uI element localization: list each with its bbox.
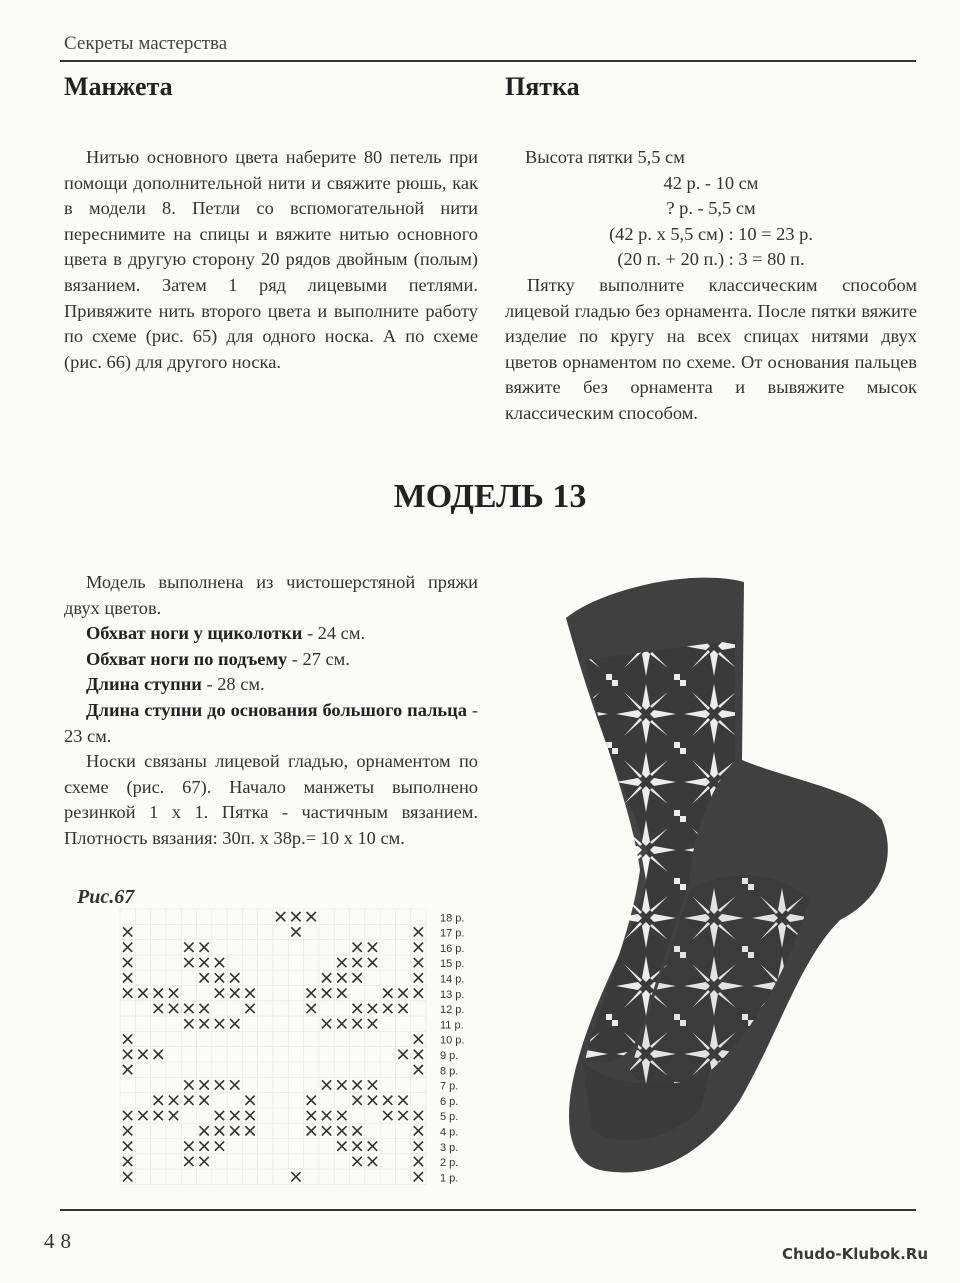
chart-stitch-mark — [291, 912, 300, 921]
chart-stitch-mark — [184, 1157, 193, 1166]
page-number: 48 — [44, 1229, 77, 1253]
chart-row-label: 8 р. — [440, 1065, 459, 1078]
spec-label: Длина ступни — [86, 674, 202, 695]
chart-stitch-mark — [414, 1050, 423, 1059]
chart-stitch-mark — [398, 1004, 407, 1013]
chart-stitch-mark — [184, 958, 193, 967]
chart-row-label: 12 р. — [440, 1004, 465, 1017]
chart-stitch-mark — [169, 1111, 178, 1120]
chart-stitch-mark — [200, 1142, 209, 1151]
chart-row-label: 4 р. — [440, 1126, 459, 1139]
cuff-title: Манжета — [64, 72, 173, 101]
chart-stitch-mark — [337, 1019, 346, 1028]
chart-stitch-mark — [368, 1142, 377, 1151]
chart-row-label: 14 р. — [440, 973, 465, 986]
chart-stitch-mark — [307, 1004, 316, 1013]
chart-stitch-mark — [353, 1080, 362, 1089]
chart-stitch-mark — [322, 1126, 331, 1135]
chart-stitch-mark — [353, 1004, 362, 1013]
chart-stitch-mark — [138, 1050, 147, 1059]
heel-calc-2: ? р. - 5,5 см — [666, 198, 756, 219]
chart-stitch-mark — [383, 1096, 392, 1105]
chart-row-label: 18 р. — [440, 912, 465, 925]
chart-stitch-mark — [245, 1126, 254, 1135]
chart-row-label: 5 р. — [440, 1111, 459, 1124]
chart-stitch-mark — [123, 1142, 132, 1151]
spec-label: Длина ступни до основания большого пальца — [86, 699, 467, 720]
chart-stitch-mark — [215, 1142, 224, 1151]
chart-stitch-mark — [123, 1065, 132, 1074]
chart-stitch-mark — [184, 1142, 193, 1151]
chart-stitch-mark — [245, 989, 254, 998]
chart-stitch-mark — [200, 1080, 209, 1089]
spec-value: - 28 см. — [201, 674, 265, 695]
chart-stitch-mark — [353, 1142, 362, 1151]
chart-row-label: 13 р. — [440, 988, 465, 1001]
chart-row-label: 17 р. — [440, 927, 465, 940]
chart-stitch-mark — [154, 1004, 163, 1013]
chart-stitch-mark — [123, 1172, 132, 1181]
running-header: Секреты мастерства — [64, 33, 228, 54]
spec-value: - 23 см. — [64, 699, 478, 746]
header-rule — [60, 60, 916, 62]
chart-stitch-mark — [322, 973, 331, 982]
chart-stitch-mark — [414, 1172, 423, 1181]
chart-stitch-mark — [215, 958, 224, 967]
heel-calc-4: (20 п. + 20 п.) : 3 = 80 п. — [617, 249, 805, 270]
model-text-block — [64, 570, 478, 852]
chart-stitch-mark — [368, 1096, 377, 1105]
chart-stitch-mark — [398, 989, 407, 998]
spec-value: - 24 см. — [302, 623, 366, 644]
chart-stitch-mark — [383, 1111, 392, 1120]
chart-row-label: 6 р. — [440, 1095, 459, 1108]
chart-stitch-mark — [154, 989, 163, 998]
chart-stitch-mark — [337, 1111, 346, 1120]
chart-stitch-mark — [215, 1019, 224, 1028]
chart-stitch-mark — [123, 1050, 132, 1059]
heel-height: Высота пятки 5,5 см — [525, 147, 685, 167]
chart-stitch-mark — [322, 989, 331, 998]
chart-stitch-mark — [184, 1004, 193, 1013]
chart-stitch-mark — [337, 973, 346, 982]
chart-stitch-mark — [200, 1157, 209, 1166]
chart-row-label: 15 р. — [440, 958, 465, 971]
chart-stitch-mark — [123, 1034, 132, 1043]
chart-stitch-mark — [398, 1111, 407, 1120]
chart-stitch-mark — [414, 1142, 423, 1151]
chart-stitch-mark — [200, 1004, 209, 1013]
chart-stitch-mark — [230, 1111, 239, 1120]
chart-stitch-mark — [230, 1080, 239, 1089]
chart-stitch-mark — [200, 958, 209, 967]
chart-stitch-mark — [414, 1111, 423, 1120]
chart-stitch-mark — [245, 1004, 254, 1013]
chart-stitch-mark — [215, 973, 224, 982]
chart-stitch-mark — [184, 1080, 193, 1089]
chart-stitch-mark — [215, 1080, 224, 1089]
chart-stitch-mark — [398, 1096, 407, 1105]
chart-stitch-mark — [353, 1126, 362, 1135]
chart-stitch-mark — [245, 1111, 254, 1120]
chart-row-label: 1 р. — [440, 1172, 459, 1185]
chart-stitch-mark — [368, 1019, 377, 1028]
model-title: МОДЕЛЬ 13 — [393, 478, 587, 515]
chart-stitch-mark — [154, 1050, 163, 1059]
spec-label: Обхват ноги по подъему — [86, 648, 288, 669]
site-watermark: Chudo-Klubok.Ru — [782, 1245, 929, 1263]
heel-title: Пятка — [505, 72, 580, 101]
chart-row-label: 3 р. — [440, 1141, 459, 1154]
chart-row-label: 9 р. — [440, 1050, 459, 1062]
chart-stitch-mark — [123, 1126, 132, 1135]
chart-stitch-mark — [169, 989, 178, 998]
chart-stitch-mark — [230, 989, 239, 998]
heel-paragraph: Пятку выполните классическим способом лицевой гладью без орнамента. После пятки вяжите изделие по кругу на всех спицах нитями двух цветов орнаментом по схеме. От основания пальцев вяжите без орнамента и вывяжите мысок классическим способом. — [505, 274, 917, 423]
chart-stitch-mark — [368, 1157, 377, 1166]
chart-stitch-mark — [123, 973, 132, 982]
chart-stitch-mark — [353, 943, 362, 952]
chart-stitch-mark — [353, 1019, 362, 1028]
chart-row-label: 2 р. — [440, 1157, 459, 1170]
chart-stitch-mark — [138, 1111, 147, 1120]
chart-stitch-mark — [215, 989, 224, 998]
chart-stitch-mark — [307, 1111, 316, 1120]
chart-stitch-mark — [200, 1126, 209, 1135]
chart-stitch-mark — [200, 1096, 209, 1105]
chart-stitch-mark — [337, 1126, 346, 1135]
chart-stitch-mark — [123, 1157, 132, 1166]
chart-stitch-mark — [353, 1157, 362, 1166]
chart-stitch-mark — [414, 1034, 423, 1043]
chart-stitch-mark — [123, 943, 132, 952]
chart-stitch-mark — [138, 989, 147, 998]
chart-stitch-mark — [123, 927, 132, 936]
chart-row-label: 10 р. — [440, 1034, 465, 1047]
chart-stitch-mark — [184, 1019, 193, 1028]
chart-stitch-mark — [322, 1111, 331, 1120]
chart-stitch-mark — [230, 1019, 239, 1028]
chart-stitch-mark — [383, 989, 392, 998]
chart-row-label: 16 р. — [440, 942, 465, 955]
spec-label: Обхват ноги у щиколотки — [86, 623, 303, 644]
chart-stitch-mark — [200, 973, 209, 982]
chart-stitch-mark — [337, 1080, 346, 1089]
chart-stitch-mark — [307, 912, 316, 921]
chart-stitch-mark — [353, 973, 362, 982]
chart-stitch-mark — [414, 989, 423, 998]
chart-stitch-mark — [383, 1004, 392, 1013]
model-paragraph: Носки связаны лицевой гладью, орнаментом по схеме (рис. 67). Начало манжеты выполнено резинкой 1 х 1. Пятка - частичным вязанием. Плотность вязания: 30п. х 38р.= 10 х 10 см. — [64, 751, 478, 848]
spec-value: - 27 см. — [287, 648, 350, 669]
spec-toe-length — [64, 698, 478, 749]
chart-stitch-mark — [230, 973, 239, 982]
cuff-text-block — [64, 145, 478, 375]
heel-calc-1: 42 р. - 10 см — [663, 172, 759, 193]
chart-stitch-mark — [169, 1096, 178, 1105]
chart-stitch-mark — [215, 1126, 224, 1135]
chart-stitch-mark — [276, 912, 285, 921]
chart-stitch-mark — [337, 989, 346, 998]
spec-instep — [64, 647, 478, 673]
chart-stitch-mark — [414, 1065, 423, 1074]
chart-stitch-mark — [200, 943, 209, 952]
spec-ankle — [64, 621, 478, 647]
chart-stitch-mark — [123, 989, 132, 998]
chart-stitch-mark — [291, 927, 300, 936]
model-intro: Модель выполнена из чистошерстяной пряжи двух цветов. — [64, 572, 478, 618]
chart-row-label: 7 р. — [440, 1080, 459, 1093]
figure-label: Рис.67 — [77, 886, 135, 908]
heel-text-block — [505, 145, 917, 427]
chart-stitch-mark — [184, 943, 193, 952]
chart-stitch-mark — [368, 1080, 377, 1089]
chart-stitch-mark — [123, 958, 132, 967]
chart-stitch-mark — [368, 943, 377, 952]
footer-rule — [60, 1209, 916, 1211]
chart-stitch-mark — [353, 958, 362, 967]
chart-stitch-mark — [368, 958, 377, 967]
chart-stitch-mark — [184, 1096, 193, 1105]
chart-stitch-mark — [414, 1157, 423, 1166]
chart-stitch-mark — [307, 1126, 316, 1135]
chart-stitch-mark — [169, 1004, 178, 1013]
chart-stitch-mark — [353, 1096, 362, 1105]
chart-stitch-mark — [307, 989, 316, 998]
chart-stitch-mark — [154, 1096, 163, 1105]
chart-stitch-mark — [414, 958, 423, 967]
chart-stitch-mark — [368, 1004, 377, 1013]
chart-stitch-mark — [154, 1111, 163, 1120]
chart-stitch-mark — [123, 1111, 132, 1120]
heel-calc-3: (42 р. х 5,5 см) : 10 = 23 р. — [609, 223, 813, 244]
chart-stitch-mark — [200, 1019, 209, 1028]
spec-foot-length — [64, 672, 478, 698]
chart-stitch-mark — [215, 1111, 224, 1120]
chart-stitch-mark — [414, 927, 423, 936]
chart-stitch-mark — [245, 1096, 254, 1105]
chart-stitch-mark — [414, 1126, 423, 1135]
chart-stitch-mark — [414, 973, 423, 982]
chart-stitch-mark — [398, 1050, 407, 1059]
cuff-paragraph: Нитью основного цвета наберите 80 петель при помощи дополнительной нити и свяжите рюшь, как в модели 8. Петли со вспомогательной нити переснимите на спицы и вяжите нитью основного цвета в другую сторону 20 рядов двойным (полым) вязанием. Затем 1 ряд лицевыми петлями. Привяжите нить второго цвета и выполните работу по схеме (рис. 65) для одного носка. А по схеме (рис. 66) для другого носка. — [64, 147, 478, 372]
chart-stitch-mark — [414, 943, 423, 952]
chart-row-label: 11 р. — [440, 1019, 464, 1032]
chart-stitch-mark — [322, 1080, 331, 1089]
chart-stitch-mark — [337, 1142, 346, 1151]
chart-stitch-mark — [337, 958, 346, 967]
chart-stitch-mark — [307, 1096, 316, 1105]
chart-stitch-mark — [230, 1126, 239, 1135]
chart-stitch-mark — [322, 1019, 331, 1028]
chart-stitch-mark — [291, 1172, 300, 1181]
